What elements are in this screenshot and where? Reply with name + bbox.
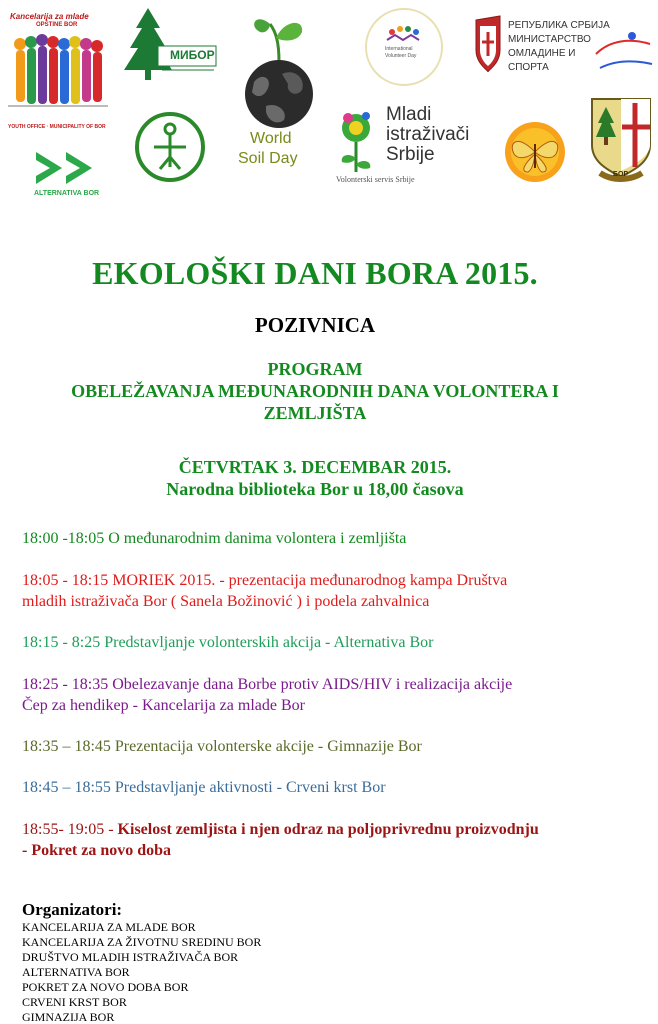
event-date: [0, 456, 630, 500]
schedule-item-5: [22, 736, 642, 757]
pine-tree-icon: [118, 2, 222, 90]
organizers-heading: Organizatori:: [22, 900, 123, 919]
invitation-heading: POZIVNICA: [254, 313, 376, 337]
soil-day-line1: World: [250, 130, 292, 147]
kancelarija-title: Kancelarija za mlade: [10, 12, 89, 21]
program-line-2: OBELEŽAVANJA MEĐUNARODNIH DANA VOLONTERA I: [71, 381, 559, 401]
program-line-3: ZEMLJIŠTA: [263, 403, 367, 423]
schedule-item-2-line1: 18:05 - 18:15 MORIEK 2015. - prezentacija međunarodnog kampa Društva: [22, 572, 508, 589]
schedule-item-5-text: 18:35 – 18:45 Prezentacija volonterske akcije - Gimnazije Bor: [22, 738, 422, 755]
mladi-footer: Volonterski servis Srbije: [336, 175, 415, 184]
schedule-item-7-line2: - Pokret za novo doba: [22, 842, 172, 859]
schedule-item-7-line1: Kiselost zemljista i njen odraz na poljoprivrednu proizvodnju: [117, 821, 539, 838]
alternativa-bor-logo: [22, 130, 117, 220]
bor-shield-name: БОР: [613, 171, 629, 178]
alternativa-bor-name: ALTERNATIVA BOR: [34, 190, 100, 197]
organizers-list: [22, 920, 261, 1024]
schedule-item-7-line1-wrap: [22, 819, 642, 840]
kancelarija-subtitle: OPŠTINE BOR: [36, 22, 78, 28]
program-line-1: PROGRAM: [267, 359, 363, 379]
program-heading: [0, 358, 630, 424]
ministry-line3: ОМЛАДИНЕ И: [508, 48, 576, 59]
butterfly-sun-icon: [498, 116, 572, 186]
green-circle-logo: [130, 107, 210, 187]
mladi-line2: istraživači: [386, 124, 470, 145]
international-volunteer-day-logo: [357, 2, 451, 92]
mladi-line3: Srbije: [386, 144, 435, 165]
schedule-item-7-time: 18:55- 19:05 -: [22, 821, 118, 838]
volunteer-day-line1: International: [385, 46, 413, 52]
organizer-item: DRUŠTVO MLADIH ISTRAŽIVAČA BOR: [22, 950, 239, 964]
organizer-item: KANCELARIJA ZA ŽIVOTNU SREDINU BOR: [22, 935, 262, 949]
mibor-name: МИБОР: [170, 48, 215, 62]
organizer-item: GIMNAZIJA BOR: [22, 1010, 115, 1024]
schedule-item-1-text: 18:00 -18:05 O međunarodnim danima volontera i zemljišta: [22, 530, 407, 547]
kancelarija-footer: YOUTH OFFICE · MUNICIPALITY OF BOR: [8, 124, 106, 130]
schedule-item-4-line2: Čep za hendikep - Kancelarija za mlade Bor: [22, 697, 305, 714]
ministry-line1: РЕПУБЛИКА СРБИЈА: [508, 20, 610, 31]
schedule-item-3-text: 18:15 - 8:25 Predstavljanje volonterskih akcija - Alternativa Bor: [22, 634, 434, 651]
schedule-item-7: [22, 819, 642, 861]
schedule-item-6-text: 18:45 – 18:55 Predstavljanje aktivnosti - Crveni krst Bor: [22, 779, 386, 796]
youth-silhouettes-icon: [2, 10, 114, 135]
mladi-istrazivaci-logo: [334, 102, 486, 190]
ministry-line4: СПОРТА: [508, 62, 549, 73]
mladi-line1: Mladi: [386, 104, 432, 125]
butterfly-logo: [498, 116, 572, 186]
schedule-item-2-line2: mladih istraživača Bor ( Sanela Božinović ) i podela zahvalnica: [22, 593, 430, 610]
organizer-item: KANCELARIJA ZA MLADE BOR: [22, 920, 196, 934]
schedule-item-4: [22, 674, 642, 716]
schedule-item-1: [22, 528, 642, 549]
kancelarija-za-mlade-logo: [2, 10, 114, 135]
tree-figure-icon: [130, 107, 210, 187]
volunteer-day-line2: Volunteer Day: [385, 53, 417, 59]
schedule-item-2: [22, 570, 642, 612]
schedule-item-4-line1: 18:25 - 18:35 Obelezavanje dana Borbe protiv AIDS/HIV i realizacija akcije: [22, 676, 513, 693]
event-date-line: ČETVRTAK 3. DECEMBAR 2015.: [178, 457, 452, 477]
double-arrow-icon: [22, 130, 117, 220]
organizer-item: CRVENI KRST BOR: [22, 995, 127, 1009]
page-title: EKOLOŠKI DANI BORA 2015.: [92, 255, 538, 291]
schedule-item-6: [22, 777, 642, 798]
bor-coat-of-arms-logo: [588, 93, 654, 185]
world-soil-day-logo: [232, 2, 326, 188]
organizer-item: ALTERNATIVA BOR: [22, 965, 130, 979]
event-venue-line: Narodna biblioteka Bor u 18,00 časova: [166, 479, 464, 499]
ministry-line2: МИНИСТАРСТВО: [508, 34, 591, 45]
organizer-item: POKRET ZA NOVO DOBA BOR: [22, 980, 189, 994]
schedule-item-3: [22, 632, 642, 653]
ministry-logo: [470, 10, 656, 86]
soil-day-line2: Soil Day: [238, 150, 298, 167]
mibor-logo: [118, 2, 222, 90]
